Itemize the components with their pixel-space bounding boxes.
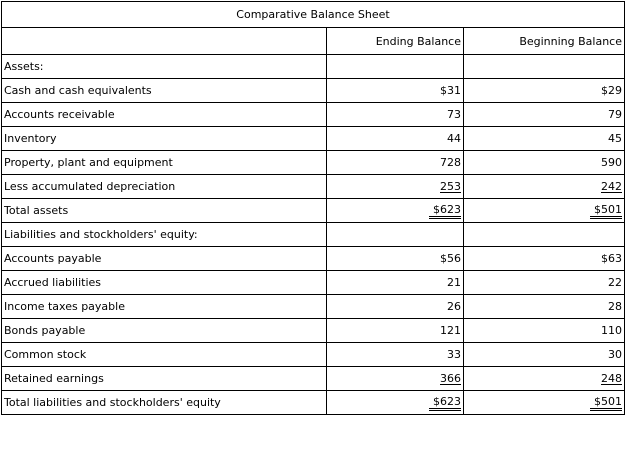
ending-value: 366 [327, 367, 464, 391]
row-total-assets [2, 199, 625, 223]
beginning-value: 79 [464, 103, 625, 127]
beginning-value [464, 55, 625, 79]
beginning-value: $501 [590, 395, 622, 411]
row-accrued-liabilities [2, 271, 625, 295]
row-label: Accounts payable [2, 247, 327, 271]
ending-total-cell [327, 391, 464, 415]
beginning-value: 590 [464, 151, 625, 175]
ending-value: 253 [327, 175, 464, 199]
beginning-value: 110 [464, 319, 625, 343]
row-retained-earnings [2, 367, 625, 391]
ending-value: 728 [327, 151, 464, 175]
row-label: Less accumulated depreciation [2, 175, 327, 199]
ending-value: 121 [327, 319, 464, 343]
sheet-title: Comparative Balance Sheet [2, 2, 625, 28]
row-accounts-receivable [2, 103, 625, 127]
row-label: Inventory [2, 127, 327, 151]
row-label: Bonds payable [2, 319, 327, 343]
row-label: Income taxes payable [2, 295, 327, 319]
ending-total-cell [327, 199, 464, 223]
row-inventory [2, 127, 625, 151]
beginning-value: 248 [464, 367, 625, 391]
beginning-value: 45 [464, 127, 625, 151]
ending-value: 26 [327, 295, 464, 319]
row-label: Accounts receivable [2, 103, 327, 127]
row-label: Common stock [2, 343, 327, 367]
row-label: Cash and cash equivalents [2, 79, 327, 103]
row-accounts-payable [2, 247, 625, 271]
row-cash [2, 79, 625, 103]
ending-value: 21 [327, 271, 464, 295]
beginning-value: 30 [464, 343, 625, 367]
row-label: Liabilities and stockholders' equity: [2, 223, 327, 247]
beginning-value: 28 [464, 295, 625, 319]
row-bonds-payable [2, 319, 625, 343]
beginning-value: $501 [590, 203, 622, 219]
beginning-total-cell [464, 391, 625, 415]
header-ending: Ending Balance [327, 28, 464, 55]
ending-value: 73 [327, 103, 464, 127]
row-liabilities-heading [2, 223, 625, 247]
beginning-value: $63 [464, 247, 625, 271]
title-row [2, 2, 625, 28]
row-assets-heading [2, 55, 625, 79]
header-beginning: Beginning Balance [464, 28, 625, 55]
header-label-blank [2, 28, 327, 55]
ending-value: $623 [429, 395, 461, 411]
row-label: Assets: [2, 55, 327, 79]
balance-sheet-table [1, 1, 625, 415]
ending-value: $623 [429, 203, 461, 219]
ending-value: $56 [327, 247, 464, 271]
row-label: Total liabilities and stockholders' equity [2, 391, 327, 415]
row-label: Accrued liabilities [2, 271, 327, 295]
header-row [2, 28, 625, 55]
row-label: Total assets [2, 199, 327, 223]
row-accum-depreciation [2, 175, 625, 199]
beginning-value: 242 [464, 175, 625, 199]
row-ppe [2, 151, 625, 175]
ending-value: 44 [327, 127, 464, 151]
row-label: Retained earnings [2, 367, 327, 391]
row-income-taxes-payable [2, 295, 625, 319]
ending-value [327, 223, 464, 247]
beginning-value: 22 [464, 271, 625, 295]
beginning-value: $29 [464, 79, 625, 103]
beginning-value [464, 223, 625, 247]
ending-value: 33 [327, 343, 464, 367]
row-label: Property, plant and equipment [2, 151, 327, 175]
ending-value [327, 55, 464, 79]
beginning-total-cell [464, 199, 625, 223]
ending-value: $31 [327, 79, 464, 103]
row-total-liabilities-equity [2, 391, 625, 415]
row-common-stock [2, 343, 625, 367]
